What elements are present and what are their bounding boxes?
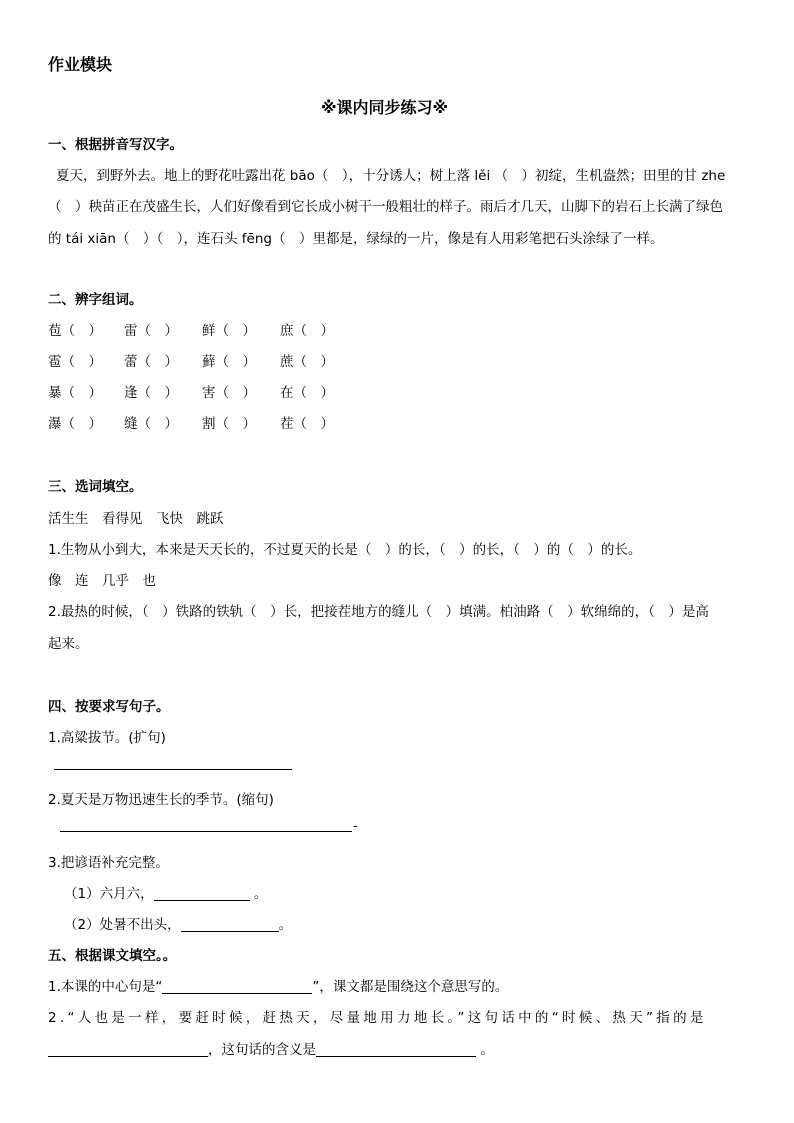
section3-heading: 三、选词填空。 (48, 479, 143, 495)
meaning-blank-2[interactable] (316, 1042, 476, 1057)
answer-line-q1[interactable] (54, 769, 292, 770)
central-sentence-blank[interactable] (162, 979, 312, 994)
section1-line3: 的 tái xiān（ ）（ ），连石头 fēng（ ）里都是，绿绿的一片，像是有人用彩笔把石头涂绿了一样。 (48, 231, 664, 247)
word-cell: 蔗（ ） (280, 354, 334, 370)
word-cell: 雷（ ） (124, 323, 178, 339)
proverb-a (64, 882, 267, 902)
section-title: ※课内同步练习※ (321, 98, 449, 117)
section5-q2-end: 。 (480, 1042, 494, 1058)
section1-heading: 一、根据拼音写汉字。 (48, 137, 183, 153)
word-cell: 割（ ） (202, 416, 256, 432)
word-row (48, 350, 334, 370)
word-cell: 缝（ ） (124, 416, 178, 432)
meaning-blank-1[interactable] (48, 1042, 208, 1057)
section3-q1: 1.生物从小到大，本来是天天长的，不过夏天的长是（ ）的长，（ ）的长，（ ）的（ ）的长。 (48, 542, 642, 558)
section5-heading: 五、根据课文填空。。 (48, 948, 177, 964)
proverb-b-suffix: 。 (278, 917, 293, 933)
word-row (48, 412, 334, 432)
section4-q1: 1.高粱拔节。(扩句) (48, 730, 166, 746)
answer-line-q2[interactable] (60, 831, 352, 832)
word-cell: 庶（ ） (280, 323, 334, 339)
word-cell: 藓（ ） (202, 354, 256, 370)
word-cell: 害（ ） (202, 385, 256, 401)
word-cell: 雹（ ） (48, 354, 102, 370)
section5-q1 (48, 975, 508, 995)
word-cell: 茬（ ） (280, 416, 334, 432)
word-row (48, 381, 334, 401)
section4-q2-tail: - (353, 818, 358, 834)
word-row (48, 319, 334, 339)
word-bank-1: 活生生 看得见 飞快 跳跃 (48, 511, 224, 527)
proverb-b (64, 913, 292, 933)
section3-q2-line1: 2.最热的时候，（ ）铁路的铁轨（ ）长，把接茬地方的缝儿（ ）填满。柏油路（ ）软绵绵的，（ ）是高 (48, 604, 709, 620)
proverb-a-suffix: 。 (253, 886, 268, 902)
section4-q3: 3.把谚语补充完整。 (48, 855, 169, 871)
word-cell: 苞（ ） (48, 323, 102, 339)
proverb-a-prefix: （1）六月六， (64, 886, 154, 902)
section5-q2-line2 (48, 1038, 494, 1058)
proverb-b-prefix: （2）处暑不出头， (64, 917, 181, 933)
word-cell: 逢（ ） (124, 385, 178, 401)
section1-line1: 夏天，到野外去。地上的野花吐露出花 bāo（ ），十分诱人；树上落 lěi （ ）初绽，生机盎然；田里的甘 zhe (56, 168, 726, 184)
word-cell: 在（ ） (280, 385, 334, 401)
section5-q2-mid: ，这句话的含义是 (208, 1042, 316, 1058)
proverb-a-blank[interactable] (154, 886, 250, 901)
module-title: 作业模块 (48, 55, 113, 74)
word-cell: 蕾（ ） (124, 354, 178, 370)
word-cell: 瀑（ ） (48, 416, 102, 432)
section1-line2: （ ）秧苗正在茂盛生长，人们好像看到它长成小树干一般粗壮的样子。雨后才几天，山脚下的岩石上长满了绿色 (48, 199, 723, 215)
section4-q2: 2.夏天是万物迅速生长的季节。(缩句) (48, 792, 274, 808)
proverb-b-blank[interactable] (181, 917, 279, 932)
word-cell: 暴（ ） (48, 385, 102, 401)
section2-heading: 二、辨字组词。 (48, 292, 143, 308)
section5-q1-prefix: 1.本课的中心句是“ (48, 979, 163, 995)
section3-q2-line2: 起来。 (48, 636, 89, 652)
word-bank-2: 像 连 几乎 也 (48, 573, 156, 589)
section5-q2-line1: 2.“人也是一样，要赶时候，赶热天，尽量地用力地长。”这句话中的“时候、热天”指的是 (48, 1010, 707, 1026)
section5-q1-suffix: ”，课文都是围绕这个意思写的。 (312, 979, 509, 995)
section4-heading: 四、按要求写句子。 (48, 699, 170, 715)
word-cell: 鲜（ ） (202, 323, 256, 339)
